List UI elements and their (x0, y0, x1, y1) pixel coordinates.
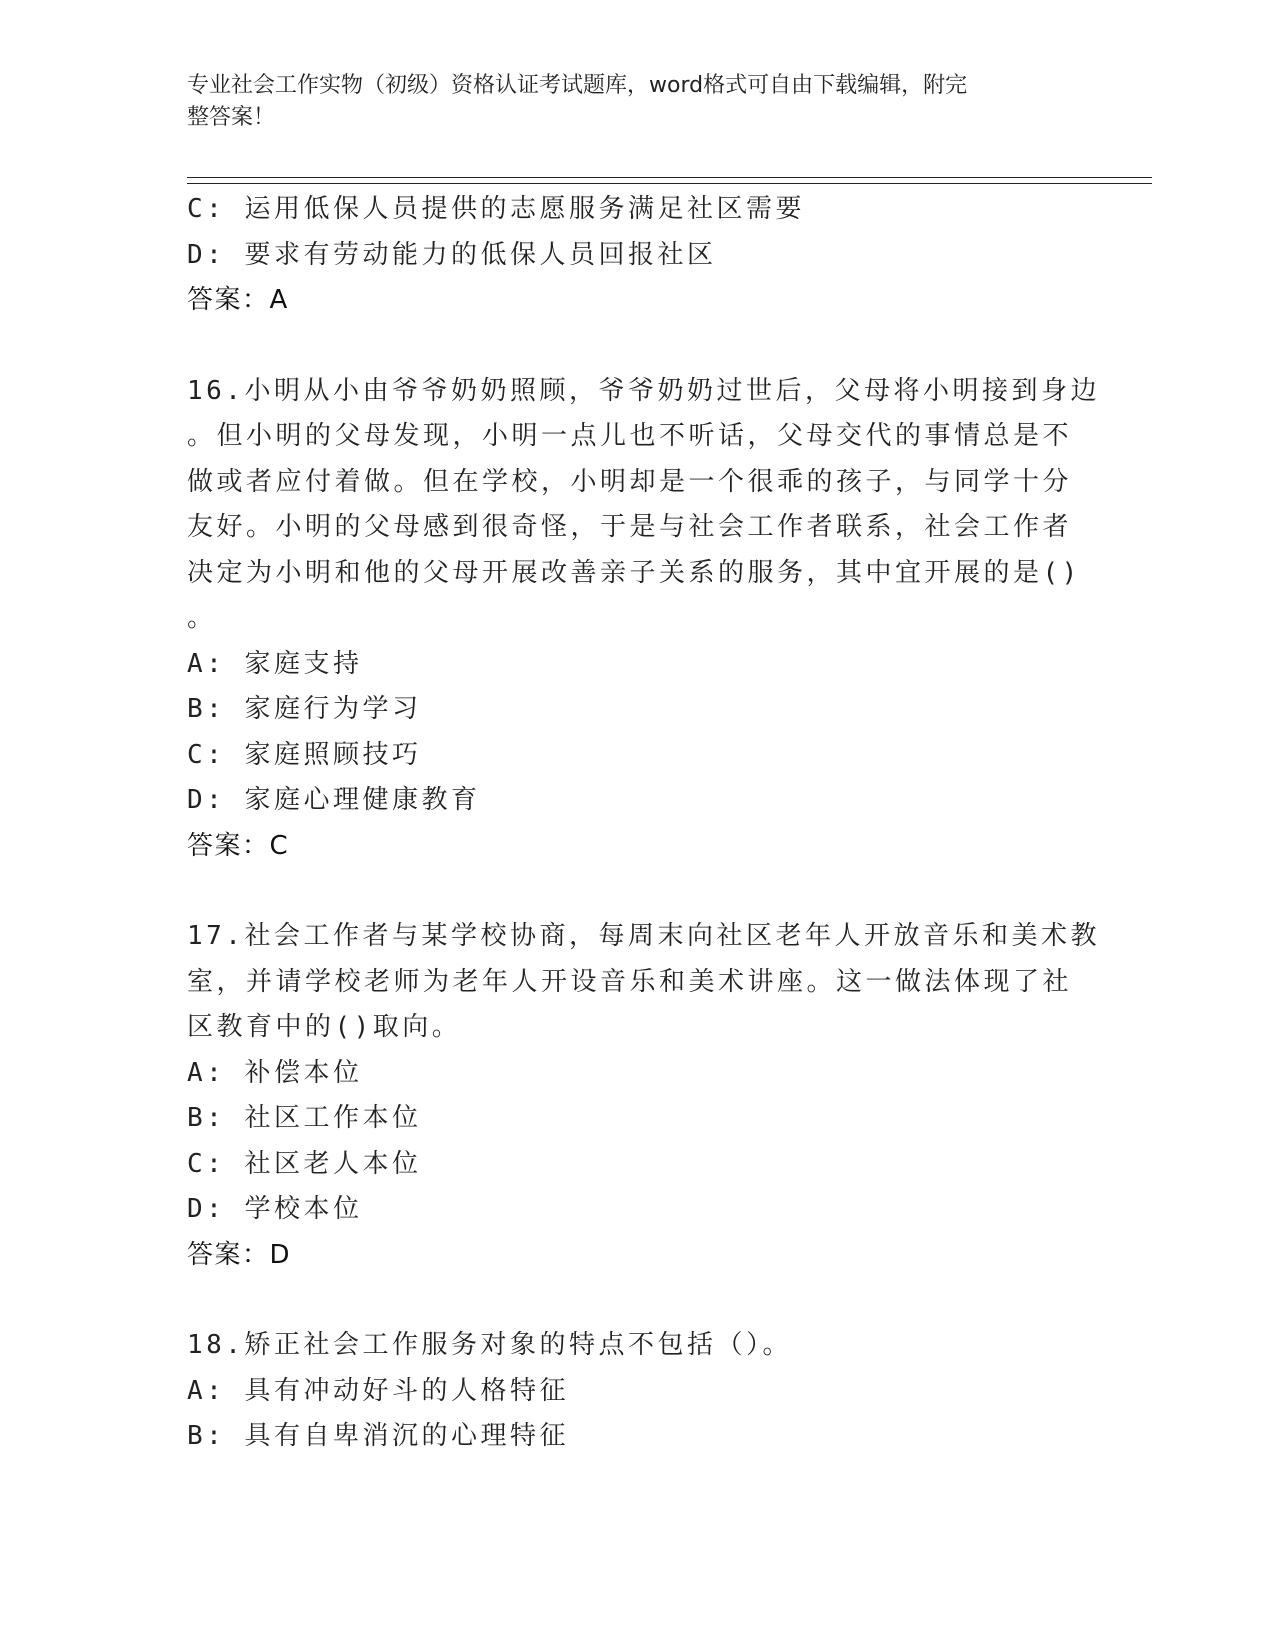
document-body (187, 187, 1100, 1460)
question-text-line: 室，并请学校老师为老年人开设音乐和美术讲座。这一做法体现了社 (187, 966, 1073, 997)
question-18 (187, 1323, 1087, 1460)
option-b: B: 具有自卑消沉的心理特征 (187, 1421, 569, 1451)
option-d: D: 家庭心理健康教育 (187, 785, 481, 815)
previous-question-tail (187, 187, 1087, 324)
question-16 (187, 369, 1100, 870)
answer-line: 答案：A (187, 285, 289, 315)
header-line-2: 整答案！ (187, 105, 276, 130)
option-a: A: 补偿本位 (187, 1057, 363, 1088)
answer-line: 答案：C (187, 830, 290, 861)
option-c: C: 运用低保人员提供的志愿服务满足社区需要 (187, 194, 805, 224)
option-c: C: 社区老人本位 (187, 1148, 422, 1179)
question-17 (187, 914, 1100, 1278)
question-text-line: 18.矫正社会工作服务对象的特点不包括（）。 (187, 1330, 792, 1360)
question-text-line: 。但小明的父母发现，小明一点儿也不听话，父母交代的事情总是不 (187, 421, 1073, 451)
question-text-line: 决定为小明和他的父母开展改善亲子关系的服务，其中宜开展的是() (187, 557, 1081, 588)
question-text-line: 。 (187, 603, 217, 633)
option-a: A: 家庭支持 (187, 648, 363, 679)
question-text-line: 区教育中的()取向。 (187, 1012, 462, 1042)
option-b: B: 社区工作本位 (187, 1103, 422, 1133)
question-text-line: 做或者应付着做。但在学校，小明却是一个很乖的孩子，与同学十分 (187, 466, 1073, 497)
option-c: C: 家庭照顾技巧 (187, 739, 422, 770)
header-line-1: 专业社会工作实物（初级）资格认证考试题库，word格式可自由下载编辑，附完 (187, 73, 968, 98)
option-d: D: 要求有劳动能力的低保人员回报社区 (187, 239, 717, 270)
question-text-line: 16.小明从小由爷爷奶奶照顾，爷爷奶奶过世后，父母将小明接到身边 (187, 375, 1100, 406)
spacer (187, 324, 1087, 369)
spacer (187, 869, 1087, 914)
page-header (187, 70, 1077, 134)
question-text-line: 17.社会工作者与某学校协商，每周末向社区老年人开放音乐和美术教 (187, 921, 1100, 951)
header-divider (187, 177, 1152, 184)
option-b: B: 家庭行为学习 (187, 694, 422, 724)
option-a: A: 具有冲动好斗的人格特征 (187, 1375, 569, 1406)
spacer (187, 1278, 1087, 1323)
answer-line: 答案：D (187, 1239, 292, 1270)
option-d: D: 学校本位 (187, 1194, 363, 1224)
question-text-line: 友好。小明的父母感到很奇怪，于是与社会工作者联系，社会工作者 (187, 512, 1073, 542)
